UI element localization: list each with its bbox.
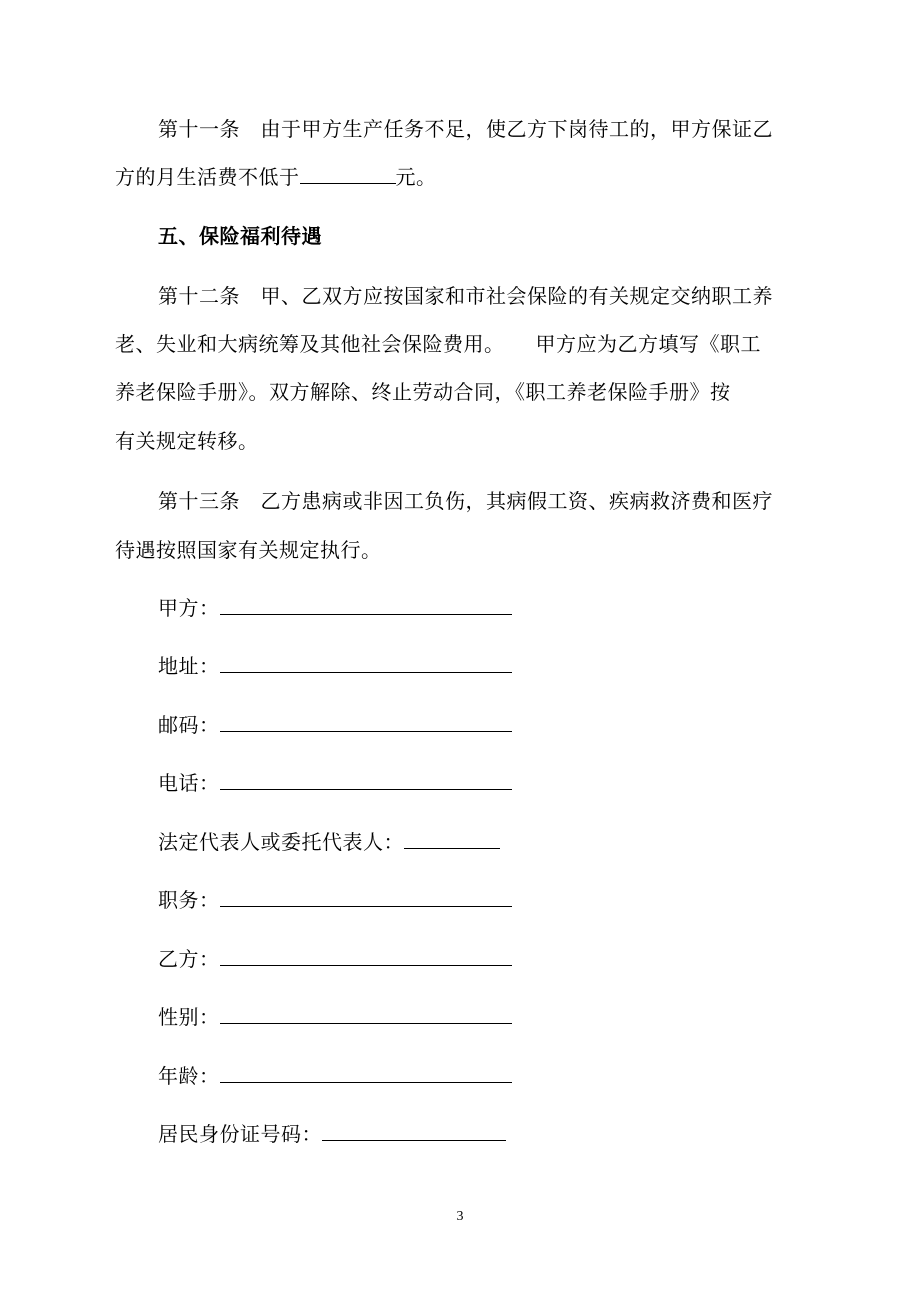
section-5-heading: 五、保险福利待遇 — [158, 224, 322, 248]
party-a-label: 甲方： — [158, 596, 220, 620]
article-11-line-1: 第十一条 由于甲方生产任务不足，使乙方下岗待工的，甲方保证乙 — [158, 117, 773, 141]
position-blank — [220, 886, 512, 907]
age-field — [158, 1062, 512, 1090]
id-number-blank — [322, 1120, 506, 1141]
address-field — [158, 652, 512, 680]
address-blank — [220, 652, 512, 673]
article-12-line-4: 有关规定转移。 — [115, 429, 259, 453]
monthly-allowance-blank — [300, 163, 396, 184]
legal-rep-field — [158, 828, 500, 856]
gender-label: 性别： — [158, 1005, 220, 1029]
phone-label: 电话： — [158, 771, 220, 795]
article-11-line-2-suffix: 元。 — [395, 165, 437, 189]
legal-rep-blank — [404, 828, 500, 849]
party-b-label: 乙方： — [158, 947, 220, 971]
position-field — [158, 886, 512, 914]
postcode-field — [158, 711, 512, 739]
age-label: 年龄： — [158, 1064, 220, 1088]
article-11-line-2-prefix: 方的月生活费不低于 — [115, 165, 300, 189]
party-b-field — [158, 945, 512, 973]
postcode-label: 邮码： — [158, 713, 220, 737]
article-13-line-1: 第十三条 乙方患病或非因工负伤，其病假工资、疾病救济费和医疗 — [158, 489, 773, 513]
gender-blank — [220, 1003, 512, 1024]
phone-blank — [220, 769, 512, 790]
party-a-field — [158, 594, 512, 622]
postcode-blank — [220, 711, 512, 732]
party-a-blank — [220, 594, 512, 615]
article-12-line-2: 老、失业和大病统筹及其他社会保险费用。 甲方应为乙方填写《职工 — [115, 332, 761, 356]
article-11-line-2 — [115, 163, 437, 191]
page-number: 3 — [456, 1209, 464, 1224]
article-12-line-1: 第十二条 甲、乙双方应按国家和市社会保险的有关规定交纳职工养 — [158, 284, 773, 308]
id-number-field — [158, 1120, 506, 1148]
phone-field — [158, 769, 512, 797]
party-b-blank — [220, 945, 512, 966]
position-label: 职务： — [158, 888, 220, 912]
gender-field — [158, 1003, 512, 1031]
age-blank — [220, 1062, 512, 1083]
address-label: 地址： — [158, 654, 220, 678]
article-12-line-3: 养老保险手册》。双方解除、终止劳动合同，《职工养老保险手册》按 — [115, 380, 731, 404]
article-13-line-2: 待遇按照国家有关规定执行。 — [115, 538, 382, 562]
id-number-label: 居民身份证号码： — [158, 1122, 322, 1146]
legal-rep-label: 法定代表人或委托代表人： — [158, 830, 404, 854]
